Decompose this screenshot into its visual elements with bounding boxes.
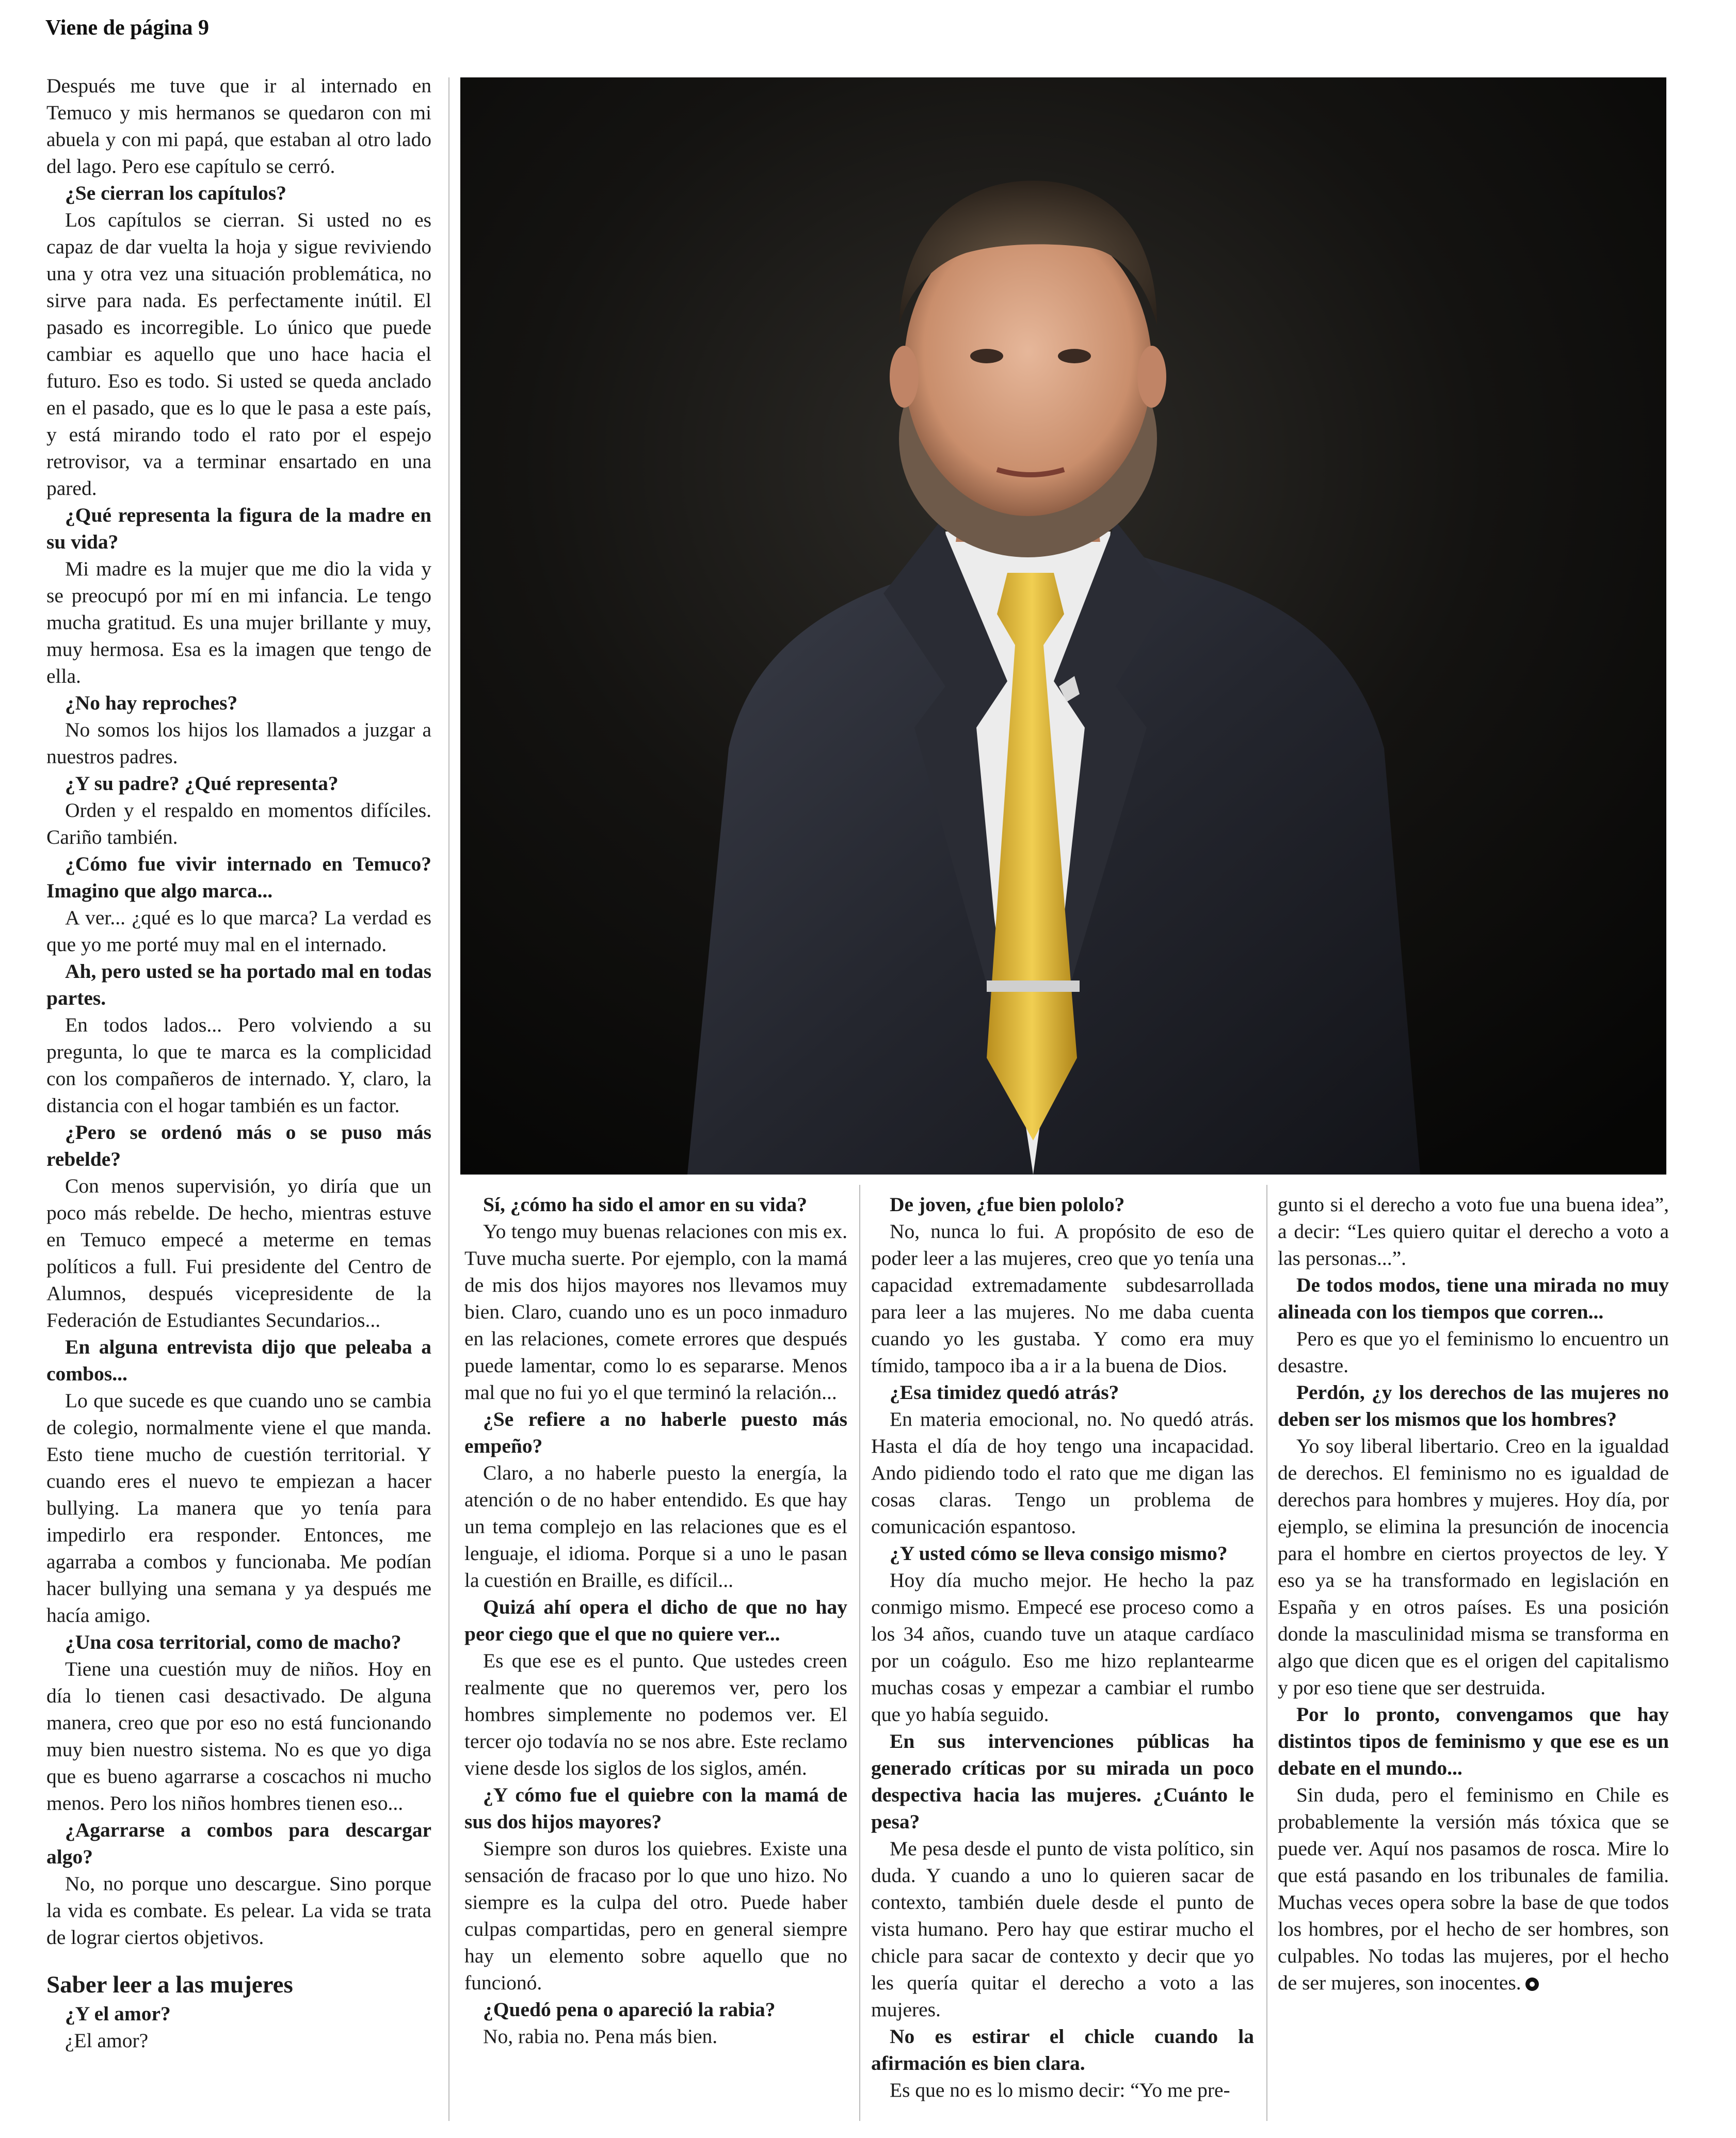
question-paragraph: Perdón, ¿y los derechos de las mujeres no deben ser los mismos que los hombres? [1278,1381,1669,1430]
question-paragraph: ¿Cómo fue vivir internado en Temuco? Imagino que algo marca... [46,853,431,902]
answer-paragraph: Tiene una cuestión muy de niños. Hoy en día lo tienen casi desactivado. De alguna manera, creo que por eso no está funcionando muy bien nuestro sistema. No es que yo diga que es bueno agarrarse a coscachos ni mucho menos. Pero los niños hombres tienen eso... [46,1658,431,1814]
page-jump-line: Viene de página 9 [45,16,209,40]
question-paragraph: ¿Y el amor? [65,2002,171,2025]
answer-paragraph: Yo soy liberal libertario. Creo en la igualdad de derechos. El feminismo no es igualdad de derechos para hombres y mujeres. Hoy día, por ejemplo, se elimina la presunción de inocencia para el hombre en ciertos proyectos de ley. Y eso ya se ha transformado en legislación en España y en otros países. Es una posición donde la masculinidad misma se transforma en algo que dicen que es el origen del capitalismo y por eso tiene que ser destruida. [1278,1435,1669,1699]
answer-paragraph: No, nunca lo fui. A propósito de eso de poder leer a las mujeres, creo que yo tenía una capacidad extremadamente subdesarrollada para leer a las mujeres. No me daba cuenta cuando yo les gustaba. Y como era muy tímido, tampoco iba a ir a la buena de Dios. [871,1220,1254,1377]
answer-paragraph: Sin duda, pero el feminismo en Chile es probablemente la versión más tóxica que se puede ver. Aquí nos pasamos de rosca. Mire lo que está pasando en los tribunales de familia. Muchas veces opera sobre la base de que todos los hombres, por el hecho de ser hombres, son culpables. No todas las mujeres, por el hecho de ser mujeres, son inocentes. [1278,1783,1669,1994]
question-paragraph: ¿Quedó pena o apareció la rabia? [483,1998,776,2021]
answer-paragraph: Lo que sucede es que cuando uno se cambia de colegio, normalmente viene el que manda. Esto tiene mucho de cuestión territorial. Y cuando eres el nuevo te empiezan a hacer bullying. La manera que yo tenía para impedirlo era responder. Entonces, me agarraba a combos y funcionaba. Me podían hacer bullying una semana y ya después me hacía amigo. [46,1389,431,1627]
question-paragraph: ¿Y usted cómo se lleva consigo mismo? [890,1542,1228,1565]
question-paragraph: ¿Agarrarse a combos para descargar algo? [46,1819,431,1868]
answer-paragraph: No, no porque uno descargue. Sino porque la vida es combate. Es pelear. La vida se trata de lograr ciertos objetivos. [46,1872,431,1949]
answer-paragraph: Me pesa desde el punto de vista político, sin duda. Y cuando a uno lo quieren sacar de contexto, también duele desde el punto de vista humano. Pero hay que estirar mucho el chicle para sacar de contexto y decir que yo les quería quitar el derecho a voto a las mujeres. [871,1837,1254,2021]
answer-paragraph: gunto si el derecho a voto fue una buena idea”, a decir: “Les quiero quitar el derecho a voto a las personas...”. [1278,1193,1669,1269]
question-paragraph: No es estirar el chicle cuando la afirmación es bien clara. [871,2025,1254,2075]
answer-paragraph: Hoy día mucho mejor. He hecho la paz conmigo mismo. Empecé ese proceso como a los 34 años, cuando tuve un ataque cardíaco por un coágulo. Eso me hizo replantearme muchas cosas y empezar a cambiar el rumbo que yo había seguido. [871,1569,1254,1726]
column-rule [448,77,449,2121]
answer-paragraph: Los capítulos se cierran. Si usted no es capaz de dar vuelta la hoja y sigue reviviendo una y otra vez una situación problemática, no sirve para nada. Es perfectamente inútil. El pasado es incorregible. Lo único que puede cambiar es aquello que uno hace hacia el futuro. Eso es todo. Si usted se queda anclado en el pasado, que es lo que le pasa a este país, y está mirando todo el rato por el espejo retrovisor, va a terminar ensartado en una pared. [46,208,431,500]
answer-paragraph: Orden y el respaldo en momentos difíciles. Cariño también. [46,799,431,848]
question-paragraph: ¿Pero se ordenó más o se puso más rebelde? [46,1121,431,1170]
article-column-4 [1278,1191,1669,1996]
question-paragraph: ¿Esa timidez quedó atrás? [890,1381,1119,1404]
answer-paragraph: Pero es que yo el feminismo lo encuentro un desastre. [1278,1327,1669,1377]
answer-paragraph: Después me tuve que ir al internado en Temuco y mis hermanos se quedaron con mi abuela y con mi papá, que estaban al otro lado del lago. Pero ese capítulo se cerró. [46,74,431,178]
question-paragraph: Sí, ¿cómo ha sido el amor en su vida? [483,1193,808,1216]
portrait-photo [460,77,1666,1175]
question-paragraph: De todos modos, tiene una mirada no muy alineada con los tiempos que corren... [1278,1274,1669,1323]
question-paragraph: De joven, ¿fue bien pololo? [890,1193,1125,1216]
answer-paragraph: Yo tengo muy buenas relaciones con mis ex. Tuve mucha suerte. Por ejemplo, con la mamá de mis dos hijos mayores nos llevamos muy bien. Claro, cuando uno es un poco inmaduro en las relaciones, comete errores que después puede lamentar, como lo es separarse. Menos mal que no fui yo el que terminó la relación... [464,1220,847,1404]
section-subhead: Saber leer a las mujeres [46,1971,293,1998]
answer-paragraph: Con menos supervisión, yo diría que un poco más rebelde. De hecho, mientras estuve en Temuco empecé a meterme en temas políticos a full. Fui presidente del Centro de Alumnos, después vicepresidente de la Federación de Estudiantes Secundarios... [46,1175,431,1331]
column-rule [859,1185,860,2121]
question-paragraph: En alguna entrevista dijo que peleaba a combos... [46,1336,431,1385]
answer-paragraph: Claro, a no haberle puesto la energía, la atención o de no haber entendido. Es que hay un tema complejo en las relaciones que es el lenguaje, el idioma. Porque si a uno le pasan la cuestión en Braille, es difícil... [464,1461,847,1592]
question-paragraph: En sus intervenciones públicas ha generado críticas por su mirada un poco despectiva hacia las mujeres. ¿Cuánto le pesa? [871,1730,1254,1833]
answer-paragraph: Mi madre es la mujer que me dio la vida y se preocupó por mí en mi infancia. Le tengo mucha gratitud. Es una mujer brillante y muy, muy hermosa. Esa es la imagen que tengo de ella. [46,557,431,687]
answer-paragraph: A ver... ¿qué es lo que marca? La verdad es que yo me porté muy mal en el internado. [46,906,431,956]
question-paragraph: ¿Qué representa la figura de la madre en su vida? [46,504,431,553]
answer-paragraph: No somos los hijos los llamados a juzgar a nuestros padres. [46,718,431,768]
answer-paragraph: En todos lados... Pero volviendo a su pregunta, lo que te marca es la complicidad con los compañeros de internado. Y, claro, la distancia con el hogar también es un factor. [46,1014,431,1117]
answer-paragraph: En materia emocional, no. No quedó atrás. Hasta el día de hoy tengo una incapacidad. Ando pidiendo todo el rato que me digan las cosas claras. Tengo un problema de comunicación espantoso. [871,1408,1254,1538]
article-column-2 [464,1191,847,2050]
question-paragraph: Quizá ahí opera el dicho de que no hay peor ciego que el que no quiere ver... [464,1596,847,1645]
answer-paragraph: Siempre son duros los quiebres. Existe una sensación de fracaso por lo que uno hizo. No siempre es la culpa del otro. Puede haber culpas compartidas, pero en general siempre hay un elemento sobre aquello que no funcionó. [464,1837,847,1994]
answer-paragraph: ¿El amor? [65,2029,149,2052]
article-column-1 [46,72,431,2054]
portrait-photo-icon [460,77,1666,1175]
answer-paragraph: No, rabia no. Pena más bien. [483,2025,718,2048]
column-rule [1266,1185,1267,2121]
article-column-3 [871,1191,1254,2103]
question-paragraph: ¿Una cosa territorial, como de macho? [65,1631,401,1653]
question-paragraph: ¿Se cierran los capítulos? [65,182,286,204]
end-of-article-icon [1525,1978,1539,1991]
question-paragraph: Ah, pero usted se ha portado mal en todas partes. [46,960,431,1009]
question-paragraph: ¿Se refiere a no haberle puesto más empeño? [464,1408,847,1457]
question-paragraph: ¿Y su padre? ¿Qué representa? [65,772,339,795]
question-paragraph: ¿No hay reproches? [65,692,238,714]
answer-paragraph: Es que no es lo mismo decir: “Yo me pre- [890,2079,1230,2101]
question-paragraph: ¿Y cómo fue el quiebre con la mamá de sus dos hijos mayores? [464,1783,847,1833]
answer-paragraph: Es que ese es el punto. Que ustedes creen realmente que no queremos ver, pero los hombres simplemente no podemos ver. El tercer ojo todavía no se nos abre. Este reclamo viene desde los siglos de los siglos, amén. [464,1649,847,1779]
question-paragraph: Por lo pronto, convengamos que hay distintos tipos de feminismo y que ese es un debate en el mundo... [1278,1703,1669,1779]
